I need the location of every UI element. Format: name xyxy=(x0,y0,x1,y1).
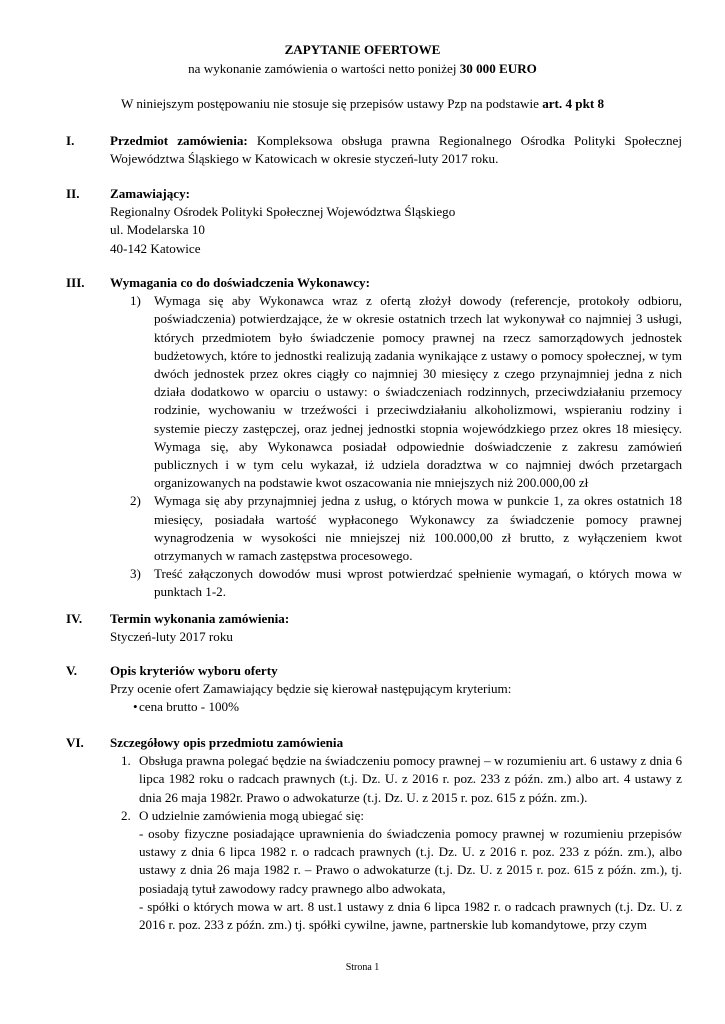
contact-line: 40-142 Katowice xyxy=(110,240,201,256)
subtitle-text: na wykonanie zamówienia o wartości netto poniżej xyxy=(188,61,457,76)
document-title: ZAPYTANIE OFERTOWE xyxy=(284,42,441,57)
item-text: Obsługa prawna polegać będzie na świadczeniu pomocy prawnej – w rozumieniu art. 6 ustawy z dnia 6 lipca 1982 roku o radcach prawnych (t.j. Dz. U. z 2016 r. poz. 233 z późn. zm.) albo art. 4 ustawy z dnia 26 maja 1982r. Prawo o adwokaturze (t.j. Dz. U. z 2015 r. poz. 615 z późn. zm.). xyxy=(139,753,682,805)
section-body xyxy=(110,274,682,602)
section-number: VI. xyxy=(66,735,84,750)
item-marker: 3) xyxy=(130,566,141,582)
section-body xyxy=(110,662,682,717)
section-heading: Przedmiot zamówienia: xyxy=(110,133,248,148)
list-item xyxy=(110,807,682,934)
item-marker: 1. xyxy=(121,753,131,769)
list-item xyxy=(110,752,682,807)
section-number: II. xyxy=(66,186,80,201)
section-body xyxy=(110,734,682,934)
item-text: Treść załączonych dowodów musi wprost potwierdzać spełnienie wymagań, o których mowa w punktach 1-2. xyxy=(154,566,682,600)
section-number: I. xyxy=(66,133,75,148)
contact-line: ul. Modelarska 10 xyxy=(110,222,205,238)
sub-item-text: - osoby fizyczne posiadające uprawnienia do świadczenia pomocy prawnej w rozumieniu przepisów ustawy z dnia 6 lipca 1982 r. o radcach prawnych (t.j. Dz. U. z 2016 r. poz. 233 z późn. zm.), albo ustawy z dnia 26 maja 1982 r. – Prawo o adwokaturze (t.j. Dz. U. z 2015 r. poz. 615 z późn. zm.), tj. posiadają tytuł zawodowy radcy prawnego albo adwokata, xyxy=(139,826,682,896)
section-body xyxy=(110,610,682,646)
section-heading: Szczegółowy opis przedmiotu zamówienia xyxy=(110,735,344,750)
legal-basis-note xyxy=(0,95,725,113)
page-footer: Strona 1 xyxy=(345,962,380,973)
requirements-list xyxy=(110,292,682,601)
item-marker: 2) xyxy=(130,493,141,509)
item-text: O udzielnie zamówienia mogą ubiegać się: xyxy=(139,807,365,823)
section-number: V. xyxy=(66,663,78,678)
section-heading: Wymagania co do doświadczenia Wykonawcy: xyxy=(110,275,370,290)
section-heading: Termin wykonania zamówienia: xyxy=(110,611,290,626)
sub-item-text: - spółki o których mowa w art. 8 ust.1 ustawy z dnia 6 lipca 1982 r. o radcach prawnych (t.j. Dz. U. z 2016 r. poz. 233 z późn. zm.) tj. spółki cywilne, jawne, partnerskie lub komandytowe, przy czym xyxy=(139,898,682,933)
note-text: W niniejszym postępowaniu nie stosuje się przepisów ustawy Pzp na podstawie xyxy=(120,96,539,111)
details-list xyxy=(110,752,682,934)
section-text: Kompleksowa obsługa prawna Regionalnego Ośrodka Polityki Społecznej Województwa Śląskiego w Katowicach w okresie styczeń-luty 2017 roku. xyxy=(110,133,682,167)
document-subtitle xyxy=(0,60,725,78)
section-text: Przy ocenie ofert Zamawiający będzie się kierował następującym kryterium: xyxy=(110,681,512,697)
criteria-bullet xyxy=(110,698,682,716)
item-marker: 1) xyxy=(130,293,141,309)
bullet-text: cena brutto - 100% xyxy=(139,699,239,715)
item-text: Wymaga się aby przynajmniej jedna z usług, o których mowa w punkcie 1, za okres ostatnich 18 miesięcy, posiadała wartość wypłaconego Wykonawcy za świadczenie pomocy prawnej wynagrodzenia w wysokości nie mniejszej niż 100.000,00 zł brutto, z wyłączeniem kwot otrzymanych w ramach zastępstwa procesowego. xyxy=(154,493,682,564)
bullet-icon: • xyxy=(133,699,138,715)
section-heading: Opis kryteriów wyboru oferty xyxy=(110,663,278,678)
item-text: Wymaga się aby Wykonawca wraz z ofertą złożył dowody (referencje, protokoły odbioru, poświadczenia) potwierdzające, że w okresie ostatnich trzech lat wykonywał co najmniej 3 usługi, których przedmiotem było świadczenie pomocy prawnej na rzecz samorządowych jednostek budżetowych, które to jednostki realizują zadania wynikające z ustawy o pomocy społecznej, w tym dwóch jednostek przez okres ciągły co najmniej 30 miesięcy z czego przynajmniej jedna z nich działa dodatkowo w oparciu o ustawy: o świadczeniach rodzinnych, przeciwdziałaniu przemocy rodzinie, wychowaniu w trzeźwości i przeciwdziałaniu alkoholizmowi, wspieraniu rodziny i systemie pieczy zastępczej, oraz jednej jednostki stopnia wojewódzkiego przez okres 18 miesięcy. Wymaga się, aby Wykonawca posiadał odpowiednie doświadczenie z zakresu zamówień publicznych i w tym celu wykazał, iż udziela doradztwa w co najmniej dwóch przetargach organizowanych na podstawie kwot oszacowania nie mniejszych niż 200.000,00 zł xyxy=(154,293,682,491)
section-heading: Zamawiający: xyxy=(110,186,191,201)
list-item xyxy=(110,492,682,565)
section-body xyxy=(110,132,682,168)
list-item xyxy=(110,565,682,601)
note-ref: art. 4 pkt 8 xyxy=(542,96,605,111)
contact-line: Regionalny Ośrodek Polityki Społecznej Województwa Śląskiego xyxy=(110,204,456,220)
subtitle-amount: 30 000 EURO xyxy=(459,61,537,76)
item-marker: 2. xyxy=(121,807,131,823)
section-number: IV. xyxy=(66,611,83,626)
section-text: Styczeń-luty 2017 roku xyxy=(110,629,233,645)
section-number: III. xyxy=(66,275,85,290)
list-item xyxy=(110,292,682,492)
section-body xyxy=(110,185,682,258)
